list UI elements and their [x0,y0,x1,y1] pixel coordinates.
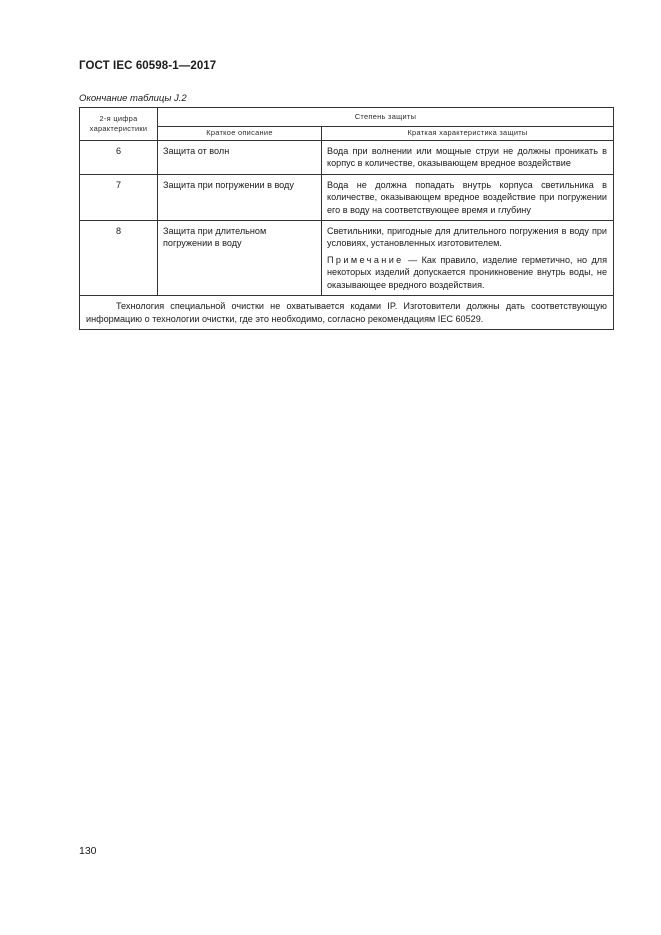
row-short-description: Защита при длительном погружении в воду [158,221,322,296]
table-row [80,141,614,175]
row-long-description [322,221,614,296]
row-digit: 7 [80,174,158,220]
row-long-description [322,141,614,175]
row-long-text: Вода не должна попадать внутрь корпуса светильника в количестве, оказывающем вредное воздействие при погружении его в воду на соответствующее время и глубину [327,179,608,215]
header-digit: 2-я цифра характеристики [80,108,158,141]
table-caption: Окончание таблицы J.2 [79,93,187,104]
row-long-description [322,174,614,220]
row-short-description: Защита от волн [158,141,322,175]
note-label: Примечание [327,254,404,265]
table-footnote: Технология специальной очистки не охватывается кодами IP. Изготовители должны дать соответствующую информацию о технологии очистки, где это необходимо, согласно рекомендациям IEC 60529. [80,296,614,330]
row-short-description: Защита при погружении в воду [158,174,322,220]
header-degree: Степень защиты [158,108,614,127]
header-short-description: Краткое описание [158,127,322,141]
protection-table [79,107,614,330]
document-header: ГОСТ IEC 60598-1—2017 [79,60,217,72]
page-number: 130 [79,845,97,857]
note-text: — Как правило, изделие герметично, но для некоторых изделий допускается проникновение внутрь воды, не оказывающее вредного воздействия. [327,254,608,290]
row-long-text: Светильники, пригодные для длительного погружения в воду при условиях, установленных изготовителем. [327,226,608,249]
row-digit: 8 [80,221,158,296]
table-footnote-row [80,296,614,330]
header-long-description: Краткая характеристика защиты [322,127,614,141]
row-long-text: Вода при волнении или мощные струи не должны проникать в корпус в количестве, оказывающем вредное воздействие [327,146,608,169]
table-row [80,221,614,296]
row-note [327,254,607,291]
row-digit: 6 [80,141,158,175]
table-row [80,174,614,220]
